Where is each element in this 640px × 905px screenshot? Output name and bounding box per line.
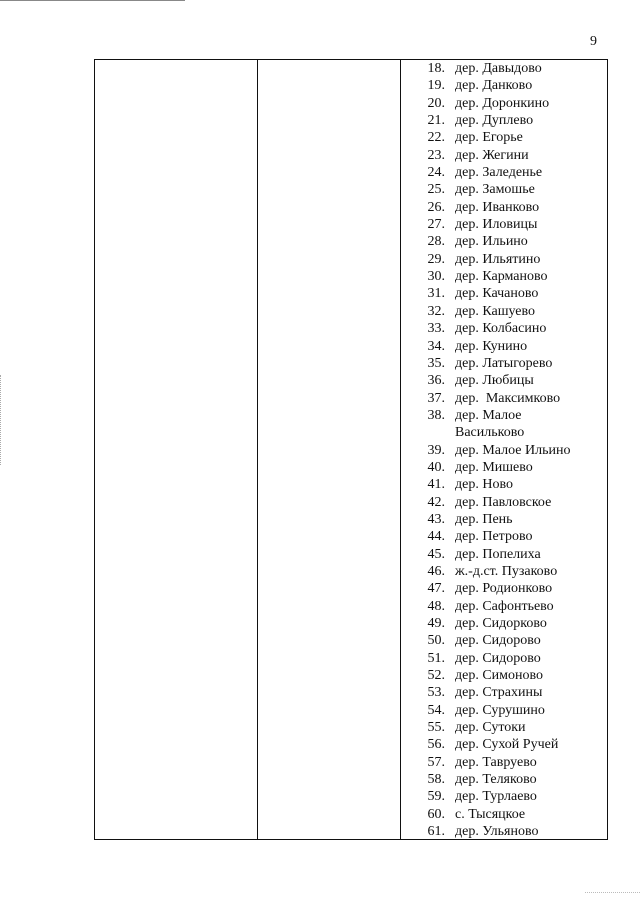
list-item <box>401 771 608 788</box>
list-item <box>401 268 608 285</box>
settlement-name: дер. Сидорово <box>455 633 541 649</box>
settlement-name: дер. Иловицы <box>455 217 538 233</box>
list-item <box>401 667 608 684</box>
item-number: 58. <box>427 772 445 788</box>
list-item <box>401 511 608 528</box>
settlement-name: дер. Ильятино <box>455 251 541 267</box>
settlement-name: дер. Страхины <box>455 685 543 701</box>
item-number: 46. <box>427 563 445 579</box>
item-number: 43. <box>427 511 445 527</box>
item-number: 47. <box>427 581 445 597</box>
settlement-name: с. Тысяцкое <box>455 806 526 822</box>
list-item <box>401 650 608 667</box>
list-item <box>401 580 608 597</box>
list-item <box>401 77 608 94</box>
item-number: 23. <box>427 147 445 163</box>
list-item <box>401 563 608 580</box>
item-number: 37. <box>427 390 445 406</box>
settlement-name: дер. Сидорково <box>455 616 547 631</box>
list-item <box>401 320 608 337</box>
settlement-name: дер. Карманово <box>455 269 548 285</box>
list-item <box>401 164 608 181</box>
settlement-name: дер. Попелиха <box>455 546 541 562</box>
list-item <box>401 129 608 146</box>
settlement-name: дер. Симоново <box>455 668 544 684</box>
list-item <box>401 598 608 615</box>
item-number: 39. <box>427 442 445 458</box>
item-number: 30. <box>427 269 445 285</box>
settlement-name: ж.-д.ст. Пузаково <box>455 563 558 579</box>
item-number: 50. <box>427 633 445 649</box>
list-item <box>401 285 608 302</box>
item-number: 19. <box>427 78 445 94</box>
list-item <box>401 181 608 198</box>
item-number: 55. <box>427 720 445 736</box>
list-item <box>401 754 608 771</box>
item-number: 20. <box>427 95 445 111</box>
settlement-list <box>401 60 608 840</box>
settlement-name: дер. Любицы <box>455 373 534 389</box>
item-number: 42. <box>427 494 445 510</box>
settlement-name: дер. Качаново <box>455 286 539 302</box>
settlement-name: дер. Егорье <box>455 130 523 146</box>
settlement-name: дер. Доронкино <box>455 95 550 111</box>
top-edge-rule <box>0 0 185 1</box>
settlement-name: дер. Мишево <box>455 459 533 475</box>
list-item <box>401 372 608 389</box>
item-number: 21. <box>427 113 445 129</box>
settlement-name: дер. Сурушино <box>455 702 545 718</box>
item-number: 32. <box>427 303 445 319</box>
item-number: 60. <box>427 806 445 822</box>
list-item <box>401 823 608 840</box>
list-item <box>401 147 608 164</box>
item-number: 56. <box>427 737 445 753</box>
item-number: 48. <box>427 598 445 614</box>
item-number: 40. <box>427 459 445 475</box>
item-number: 38. <box>427 407 445 423</box>
settlement-name: дер. Павловское <box>455 494 552 510</box>
table-column-divider <box>257 60 258 839</box>
item-number: 33. <box>427 321 445 337</box>
list-item <box>401 251 608 268</box>
list-item <box>401 788 608 805</box>
item-number: 34. <box>427 338 445 354</box>
item-number: 31. <box>427 286 445 302</box>
settlement-name: дер. Сутоки <box>455 720 526 736</box>
settlement-name: дер. Давыдово <box>455 61 542 76</box>
settlement-name: дер. Ульяново <box>455 824 539 840</box>
settlement-name: дер. Пень <box>455 511 513 527</box>
settlement-name: дер. Сухой Ручей <box>455 737 559 753</box>
left-margin-marks <box>0 375 4 465</box>
settlement-name: дер. Дуплево <box>455 113 534 129</box>
item-number: 41. <box>427 477 445 493</box>
settlement-name: дер. Кашуево <box>455 303 536 319</box>
settlement-name: дер. Максимково <box>455 390 561 406</box>
settlement-name: дер. Турлаево <box>455 789 537 805</box>
settlement-name: дер. Малое Ильино <box>455 442 571 458</box>
settlement-name: дер. Ильино <box>455 234 528 250</box>
list-item <box>401 615 608 632</box>
item-number: 49. <box>427 616 445 631</box>
settlement-name: дер. Малое Васильково <box>455 407 525 441</box>
list-item <box>401 476 608 493</box>
list-item <box>401 736 608 753</box>
list-item <box>401 528 608 545</box>
item-number: 59. <box>427 789 445 805</box>
list-item <box>401 112 608 129</box>
settlement-name: дер. Латыгорево <box>455 355 553 371</box>
item-number: 22. <box>427 130 445 146</box>
settlement-name: дер. Родионково <box>455 581 553 597</box>
list-item <box>401 684 608 701</box>
list-item <box>401 546 608 563</box>
item-number: 54. <box>427 702 445 718</box>
list-item <box>401 494 608 511</box>
settlement-name: дер. Теляково <box>455 772 537 788</box>
list-item <box>401 199 608 216</box>
settlement-name: дер. Колбасино <box>455 321 547 337</box>
settlement-name: дер. Ново <box>455 477 513 493</box>
settlement-name: дер. Иванково <box>455 199 540 215</box>
list-item <box>401 719 608 736</box>
item-number: 53. <box>427 685 445 701</box>
item-number: 26. <box>427 199 445 215</box>
item-number: 27. <box>427 217 445 233</box>
list-item <box>401 407 608 442</box>
settlement-name: дер. Петрово <box>455 529 533 545</box>
item-number: 52. <box>427 668 445 684</box>
item-number: 51. <box>427 650 445 666</box>
settlement-name: дер. Данково <box>455 78 533 94</box>
item-number: 28. <box>427 234 445 250</box>
list-item <box>401 442 608 459</box>
page-number: 9 <box>590 34 597 49</box>
list-item <box>401 216 608 233</box>
bottom-margin-marks <box>585 892 640 894</box>
item-number: 36. <box>427 373 445 389</box>
settlement-name: дер. Кунино <box>455 338 528 354</box>
settlement-name: дер. Сафонтьево <box>455 598 554 614</box>
item-number: 24. <box>427 165 445 181</box>
item-number: 35. <box>427 355 445 371</box>
list-item <box>401 60 608 77</box>
list-item <box>401 355 608 372</box>
item-number: 25. <box>427 182 445 198</box>
list-item <box>401 632 608 649</box>
settlement-name: дер. Жегини <box>455 147 529 163</box>
settlement-name: дер. Тавруево <box>455 754 537 770</box>
list-item <box>401 390 608 407</box>
settlement-name: дер. Замошье <box>455 182 535 198</box>
item-number: 44. <box>427 529 445 545</box>
item-number: 18. <box>427 61 445 76</box>
list-item <box>401 459 608 476</box>
item-number: 57. <box>427 754 445 770</box>
settlement-name: дер. Заледенье <box>455 165 543 181</box>
list-item <box>401 303 608 320</box>
list-item <box>401 95 608 112</box>
settlement-name: дер. Сидорово <box>455 650 541 666</box>
list-item <box>401 233 608 250</box>
item-number: 61. <box>427 824 445 840</box>
settlements-table <box>94 59 608 840</box>
item-number: 29. <box>427 251 445 267</box>
list-item <box>401 702 608 719</box>
item-number: 45. <box>427 546 445 562</box>
list-item <box>401 338 608 355</box>
list-item <box>401 806 608 823</box>
